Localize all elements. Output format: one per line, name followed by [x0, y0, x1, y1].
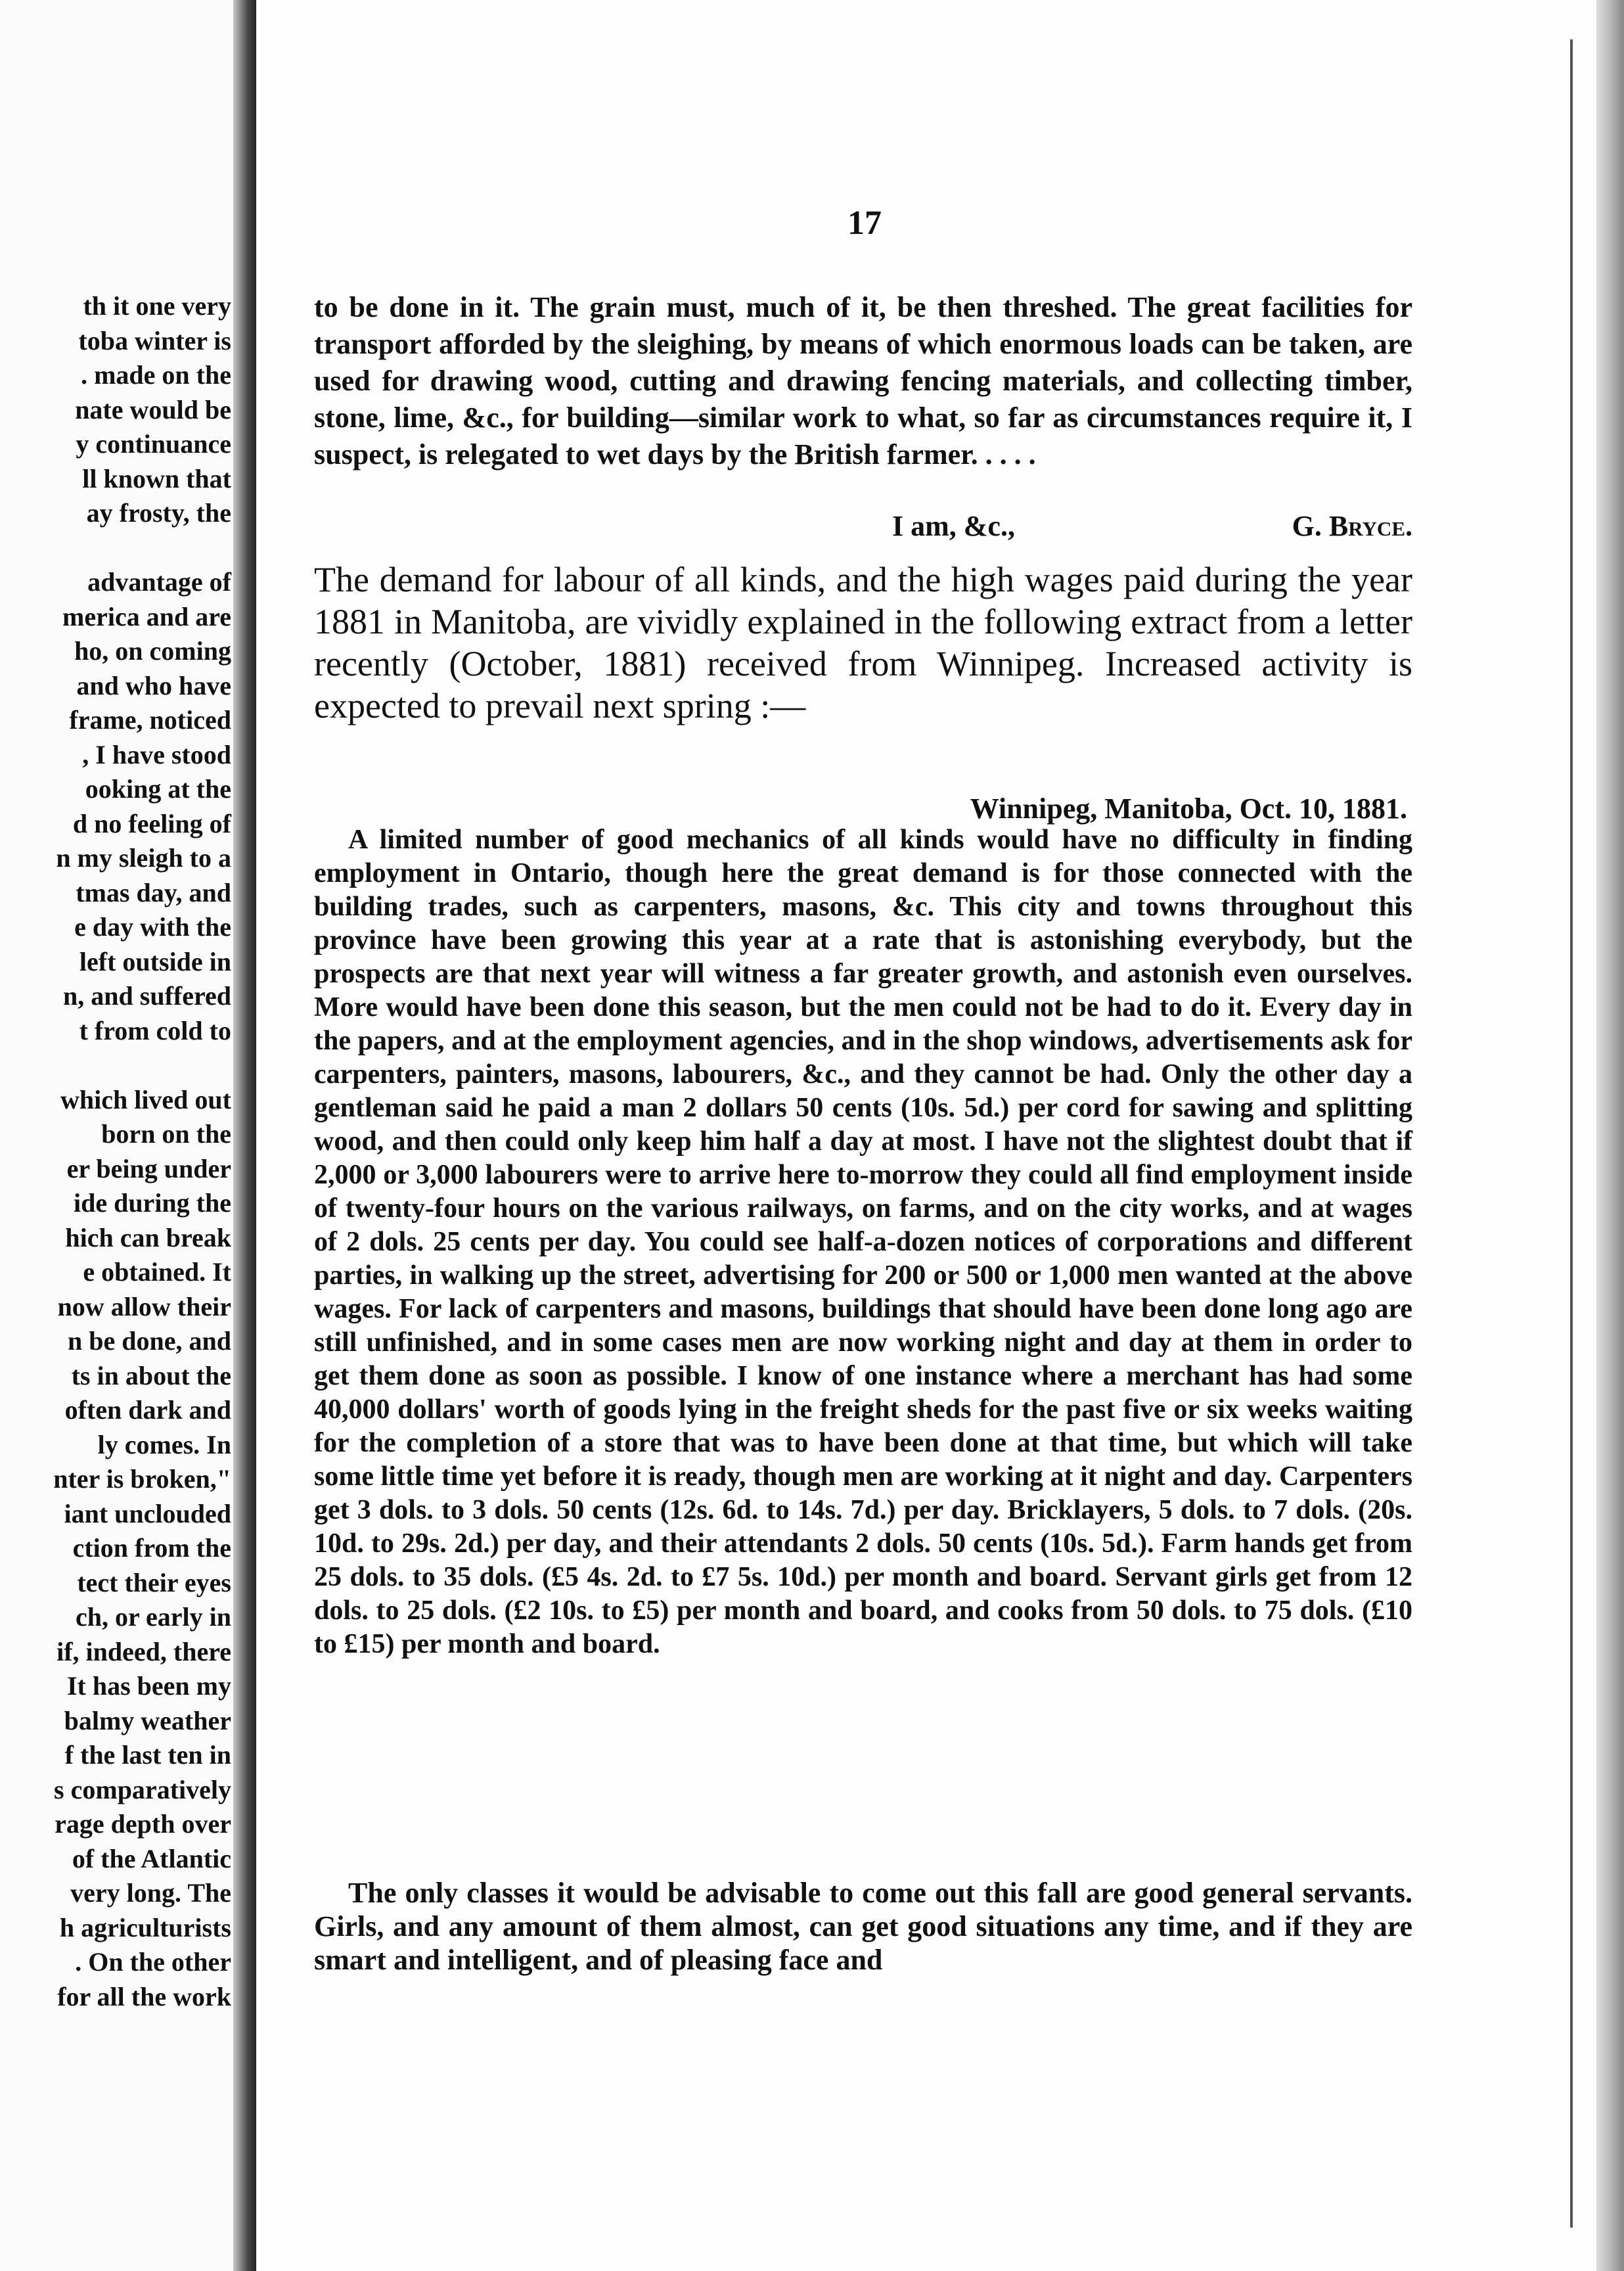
facing-page-line: ho, on coming — [74, 636, 231, 666]
facing-page-line: th it one very — [83, 291, 231, 321]
page-edge-line — [1570, 39, 1573, 2228]
facing-page-left — [0, 0, 237, 2271]
facing-page-line: balmy weather — [64, 1705, 231, 1735]
facing-page-line: nate would be — [75, 394, 231, 424]
facing-page-line: d no feeling of — [72, 808, 231, 838]
facing-page-line: born on the — [101, 1119, 231, 1149]
facing-page-line: frame, noticed — [69, 705, 231, 735]
signature: G. Bryce. — [1292, 510, 1412, 542]
facing-page-line: merica and are — [62, 601, 231, 631]
facing-page-line: rage depth over — [55, 1809, 231, 1839]
facing-page-line: er being under — [66, 1153, 231, 1183]
facing-page-line: tect their eyes — [77, 1567, 231, 1597]
facing-page-line: e day with the — [74, 912, 231, 942]
facing-page-line: f the last ten in — [64, 1740, 231, 1770]
facing-page-line: n my sleigh to a — [56, 843, 231, 873]
facing-page-line: advantage of — [87, 567, 231, 597]
facing-page-line: ide during the — [73, 1188, 231, 1218]
facing-page-line: h agriculturists — [59, 1912, 231, 1942]
letter-signoff — [314, 509, 1412, 549]
facing-page-line: ts in about the — [71, 1360, 231, 1390]
facing-page-line — [0, 531, 237, 566]
facing-page-line: . On the other — [75, 1947, 231, 1977]
letter-continuation — [314, 289, 1412, 473]
facing-page-line: e obtained. It — [83, 1257, 231, 1287]
letter-dateline: Winnipeg, Manitoba, Oct. 10, 1881. — [970, 792, 1407, 825]
signoff-text: I am, &c., — [892, 510, 1015, 542]
facing-page-line: and who have — [76, 670, 231, 700]
facing-page-line: s comparatively — [54, 1774, 231, 1804]
facing-page-line: y continuance — [76, 429, 231, 459]
facing-page-line: now allow their — [57, 1291, 231, 1321]
facing-page-line: ll known that — [82, 463, 231, 493]
facing-page-line: ooking at the — [85, 774, 231, 804]
facing-page-line: tmas day, and — [76, 877, 231, 907]
facing-page-line: ly comes. In — [97, 1429, 231, 1459]
letter-continuation-text: to be done in it. The grain must, much of it, be then threshed. The great facilities for transport afforded by the sleighing, by means of which enormous loads can be taken, are used for drawing wood, cutting and drawing fencing materials, and collecting timber, stone, lime, &c., for building—similar work to what, so far as circumstances require it, I suspect, is relegated to wet days by the British farmer. . . . . — [314, 291, 1412, 470]
facing-page-line: n, and suffered — [63, 981, 231, 1011]
facing-page-line: ch, or early in — [75, 1602, 231, 1632]
facing-page-line: , I have stood — [82, 739, 231, 769]
intro-paragraph — [314, 559, 1412, 727]
facing-page-line: very long. The — [70, 1878, 231, 1908]
facing-page-line — [0, 1048, 237, 1083]
page-number: 17 — [847, 204, 882, 242]
facing-page-line: left outside in — [79, 946, 231, 976]
facing-page-line: hich can break — [65, 1222, 231, 1252]
page-edge — [1596, 0, 1624, 2271]
facing-page-line: which lived out — [60, 1084, 231, 1114]
facing-page-line: for all the work — [57, 1981, 231, 2011]
closing-text: The only classes it would be advisable to come out this fall are good general servants. Girls, and any amount of them almost, can get good situations any time, and if they are smart and intelligent, and of pleasing face and — [314, 1877, 1412, 1976]
winnipeg-letter — [314, 823, 1412, 1661]
facing-page-line: n be done, and — [68, 1326, 231, 1356]
facing-page-line: t from cold to — [79, 1015, 231, 1045]
facing-page-text — [0, 289, 237, 2014]
facing-page-line: toba winter is — [78, 325, 231, 356]
facing-page-line: iant unclouded — [64, 1498, 231, 1528]
facing-page-line: It has been my — [66, 1671, 231, 1701]
intro-text: The demand for labour of all kinds, and the high wages paid during the year 1881 in Manitoba, are vividly explained in the following extract from a letter recently (October, 1881) received from Winnipeg. Increased activity is expected to prevail next spring :— — [314, 560, 1412, 725]
winnipeg-letter-text: A limited number of good mechanics of all kinds would have no difficulty in finding employment in Ontario, though here the great demand is for those connected with the building trades, such as carpenters, masons, &c. This city and towns throughout this province have been growing this year at a rate that is astonishing everybody, but the prospects are that next year will witness a far greater growth, and astonish even ourselves. More would have been done this season, but the men could not be had to do it. Every day in the papers, and at the employment agencies, and in the shop windows, advertisements ask for carpenters, painters, masons, labourers, &c., and they cannot be had. Only the other day a gentleman said he paid a man 2 dollars 50 cents (10s. 5d.) per cord for sawing and splitting wood, and then could only keep him half a day at most. I have not the slightest doubt that if 2,000 or 3,000 labourers were to arrive here to-morrow they could all find employment inside of twenty-four hours on the various railways, on farms, and on the city works, and at wages of 2 dols. 25 cents per day. You could see half-a-dozen notices of corporations and different parties, in walking up the street, advertising for 200 or 500 or 1,000 men wanted at the above wages. For lack of carpenters and masons, buildings that should have been done long ago are still unfinished, and in some cases men are now working night and day at them in order to get them done as soon as possible. I know of one instance where a merchant has had some 40,000 dollars' worth of goods lying in the freight sheds for the past five or six weeks waiting for the completion of a store that was to have been done at that time, but which will take some little time yet before it is ready, though men are working at it night and day. Carpenters get 3 dols. to 3 dols. 50 cents (12s. 6d. to 14s. 7d.) per day. Bricklayers, 5 dols. to 7 dols. (20s. 10d. to 29s. 2d.) per day, and their attendants 2 dols. 50 cents (10s. 5d.). Farm hands get from 25 dols. to 35 dols. (£5 4s. 2d. to £7 5s. 10d.) per month and board. Servant girls get from 12 dols. to 25 dols. (£2 10s. to £5) per month and board, and cooks from 50 dols. to 75 dols. (£10 to £15) per month and board. — [314, 825, 1412, 1659]
facing-page-line: if, indeed, there — [56, 1636, 231, 1666]
facing-page-line: . made on the — [81, 360, 231, 390]
facing-page-line: of the Atlantic — [72, 1843, 231, 1873]
facing-page-line: ay frosty, the — [86, 498, 231, 528]
facing-page-line: nter is broken," — [53, 1464, 231, 1494]
facing-page-line: ction from the — [72, 1533, 231, 1563]
closing-paragraph — [314, 1876, 1412, 1977]
facing-page-line: often dark and — [64, 1395, 231, 1425]
